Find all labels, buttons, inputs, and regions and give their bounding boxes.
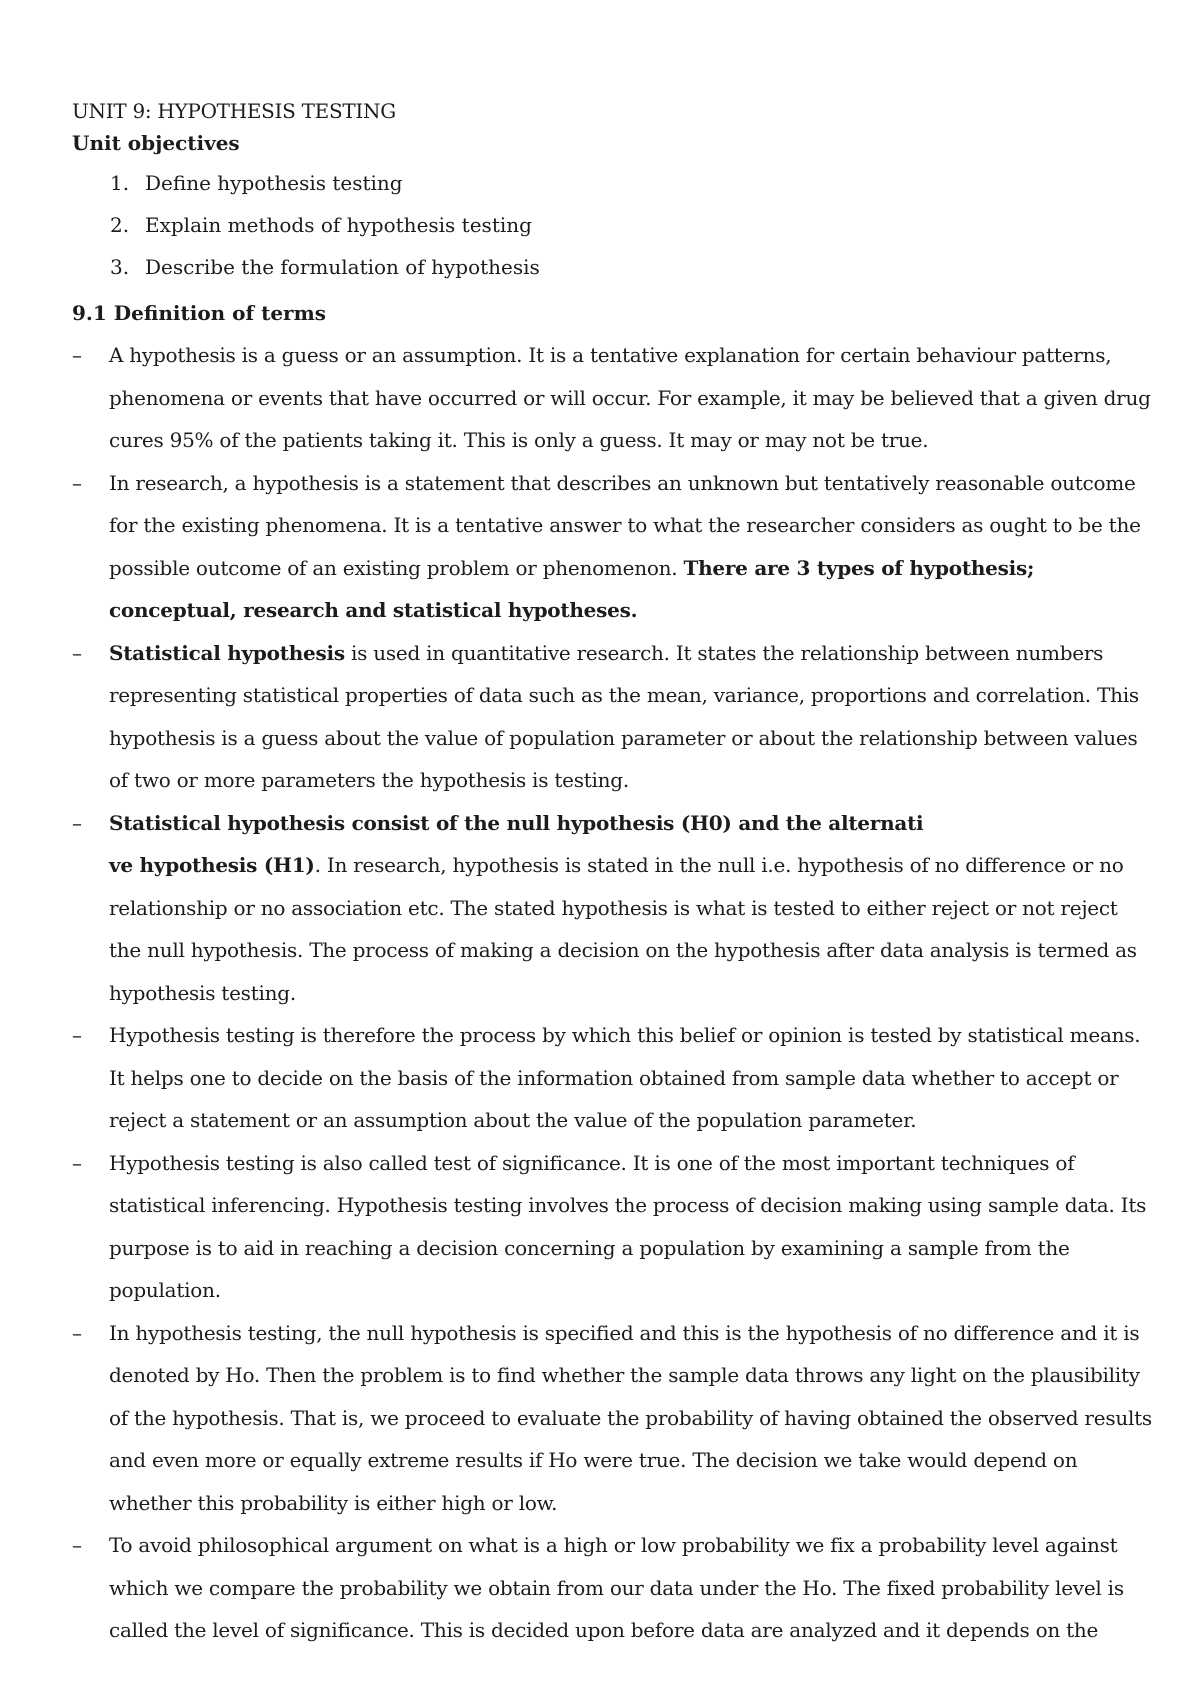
dash-marker: –	[72, 343, 82, 367]
dash-marker: –	[72, 640, 82, 665]
objectives-list	[72, 170, 540, 296]
definition-item	[72, 1524, 1152, 1652]
paragraph-text: Hypothesis testing is also called test of significance. It is one of the most important techniques of statistical inferencing. Hypothesis testing involves the process of decision making using sample data. Its purpose is to aid in reaching a decision concerning a population by examining a sample from the population.	[109, 1150, 1147, 1302]
objective-item	[72, 212, 540, 254]
definition-item	[72, 802, 1152, 1015]
paragraph-text: Hypothesis testing is therefore the process by which this belief or opinion is tested by statistical means. It helps one to decide on the basis of the information obtained from sample data whether to accept or reject a statement or an assumption about the value of the population parameter.	[109, 1023, 1141, 1132]
dash-marker: –	[72, 1150, 82, 1175]
objective-number: 2.	[110, 213, 130, 237]
paragraph-text: . In research, hypothesis is stated in the null i.e. hypothesis of no difference or no relationship or no association etc. The stated hypothesis is what is tested to either reject or not reject the null hypothesis. The process of making a decision on the hypothesis after data analysis is termed as hypothesis testing.	[109, 853, 1137, 1005]
definition-item	[72, 462, 1152, 632]
paragraph-text: A hypothesis is a guess or an assumption. It is a tentative explanation for certain behaviour patterns, phenomena or events that have occurred or will occur. For example, it may be believed that a given drug cures 95% of the patients taking it. This is only a guess. It may or may not be true.	[109, 343, 1151, 452]
bold-emphasis: There are 3 types of hypothesis; conceptual, research and statistical hypotheses.	[109, 555, 1035, 622]
definition-item	[72, 1312, 1152, 1525]
definition-item	[72, 632, 1152, 802]
objective-item	[72, 254, 540, 296]
definition-item	[72, 1014, 1152, 1142]
definition-list	[72, 334, 1152, 1652]
dash-marker: –	[72, 470, 82, 495]
bold-term-continued: ve hypothesis (H1)	[109, 853, 315, 877]
objective-text: Define hypothesis testing	[145, 171, 403, 195]
dash-marker: –	[72, 810, 82, 835]
paragraph-text: In research, a hypothesis is a statement that describes an unknown but tentatively reasonable outcome for the existing phenomena. It is a tentative answer to what the researcher considers as ought to be the possible outcome of an existing problem or phenomenon.	[109, 470, 1141, 580]
paragraph-text: In hypothesis testing, the null hypothesis is specified and this is the hypothesis of no difference and it is denoted by Ho. Then the problem is to find whether the sample data throws any light on the plausibility of the hypothesis. That is, we proceed to evaluate the probability of having obtained the observed results and even more or equally extreme results if Ho were true. The decision we take would depend on whether this probability is either high or low.	[109, 1320, 1152, 1515]
dash-marker: –	[72, 1533, 82, 1557]
dash-marker: –	[72, 1320, 82, 1345]
bold-term: Statistical hypothesis consist of the null hypothesis (H0) and the alternati	[109, 810, 924, 835]
bold-term: Statistical hypothesis	[109, 640, 345, 665]
paragraph-text: To avoid philosophical argument on what is a high or low probability we fix a probability level against which we compare the probability we obtain from our data under the Ho. The fixed probability level is called the level of significance. This is decided upon before data are analyzed and it depends on the	[109, 1533, 1124, 1642]
objective-text: Describe the formulation of hypothesis	[145, 255, 540, 279]
objective-number: 3.	[110, 255, 130, 279]
objective-number: 1.	[110, 171, 130, 195]
objective-item	[72, 170, 540, 212]
definition-item	[72, 1142, 1152, 1312]
paragraph-text: is used in quantitative research. It states the relationship between numbers representing statistical properties of data such as the mean, variance, proportions and correlation. This hypothesis is a guess about the value of population parameter or about the relationship between values of two or more parameters the hypothesis is testing.	[109, 640, 1139, 792]
section-heading: 9.1 Definition of terms	[72, 301, 327, 325]
definition-item	[72, 334, 1152, 462]
objectives-heading: Unit objectives	[72, 131, 240, 155]
objective-text: Explain methods of hypothesis testing	[145, 213, 532, 237]
unit-title: UNIT 9: HYPOTHESIS TESTING	[72, 99, 396, 123]
dash-marker: –	[72, 1023, 82, 1047]
